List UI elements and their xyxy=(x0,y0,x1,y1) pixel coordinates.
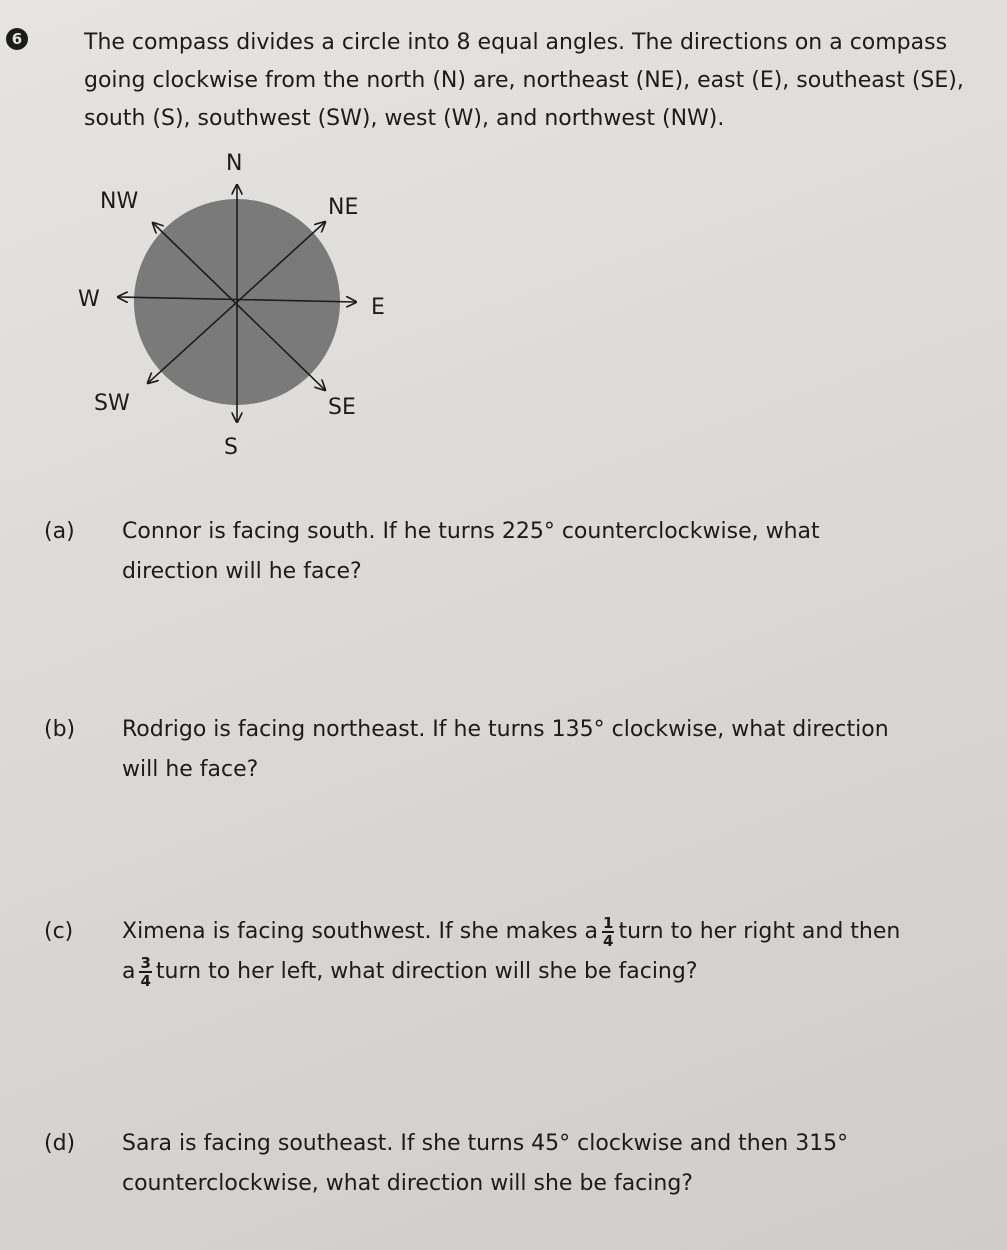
fraction-1-numerator: 1 xyxy=(603,914,614,932)
compass-diagram xyxy=(60,140,400,470)
part-c-line1-before: Ximena is facing southwest. If she makes a xyxy=(122,919,599,944)
part-c-line1-after: turn to her right and then xyxy=(618,919,901,944)
label-se: SE xyxy=(328,395,356,420)
fraction-one-quarter xyxy=(602,915,614,949)
part-d-line2: counterclockwise, what direction will she be facing? xyxy=(122,1171,693,1196)
question-number-badge: 6 xyxy=(6,28,28,50)
fraction-1-denominator: 4 xyxy=(603,932,614,950)
label-nw: NW xyxy=(100,189,139,214)
part-d-label: (d) xyxy=(44,1131,76,1156)
part-b-line2: will he face? xyxy=(122,757,259,782)
part-b-label: (b) xyxy=(44,717,76,742)
part-b xyxy=(44,710,974,790)
label-e: E xyxy=(371,295,385,320)
part-c-line2-before: a xyxy=(122,959,136,984)
label-sw: SW xyxy=(94,391,130,416)
fraction-2-numerator: 3 xyxy=(140,954,151,972)
fraction-three-quarters xyxy=(139,955,151,989)
part-c-line2-after: turn to her left, what direction will she be facing? xyxy=(155,959,698,984)
part-a-line2: direction will he face? xyxy=(122,559,362,584)
part-b-line1: Rodrigo is facing northeast. If he turns 135° clockwise, what direction xyxy=(122,717,889,742)
part-a-label: (a) xyxy=(44,519,75,544)
fraction-2-denominator: 4 xyxy=(140,972,151,990)
label-ne: NE xyxy=(328,195,359,220)
question-intro: The compass divides a circle into 8 equal angles. The directions on a compass going clockwise from the north (N) are, northeast (NE), east (E), southeast (SE), south (S), southwest (SW), west (W), and northwest (NW). xyxy=(84,30,964,131)
part-d xyxy=(44,1124,974,1204)
label-n: N xyxy=(226,151,243,176)
part-d-line1: Sara is facing southeast. If she turns 45° clockwise and then 315° xyxy=(122,1131,849,1156)
label-s: S xyxy=(224,435,238,460)
label-w: W xyxy=(78,287,100,312)
part-a-line1: Connor is facing south. If he turns 225° counterclockwise, what xyxy=(122,519,820,544)
part-c-label: (c) xyxy=(44,919,74,944)
part-a xyxy=(44,512,974,592)
part-c xyxy=(44,912,974,992)
